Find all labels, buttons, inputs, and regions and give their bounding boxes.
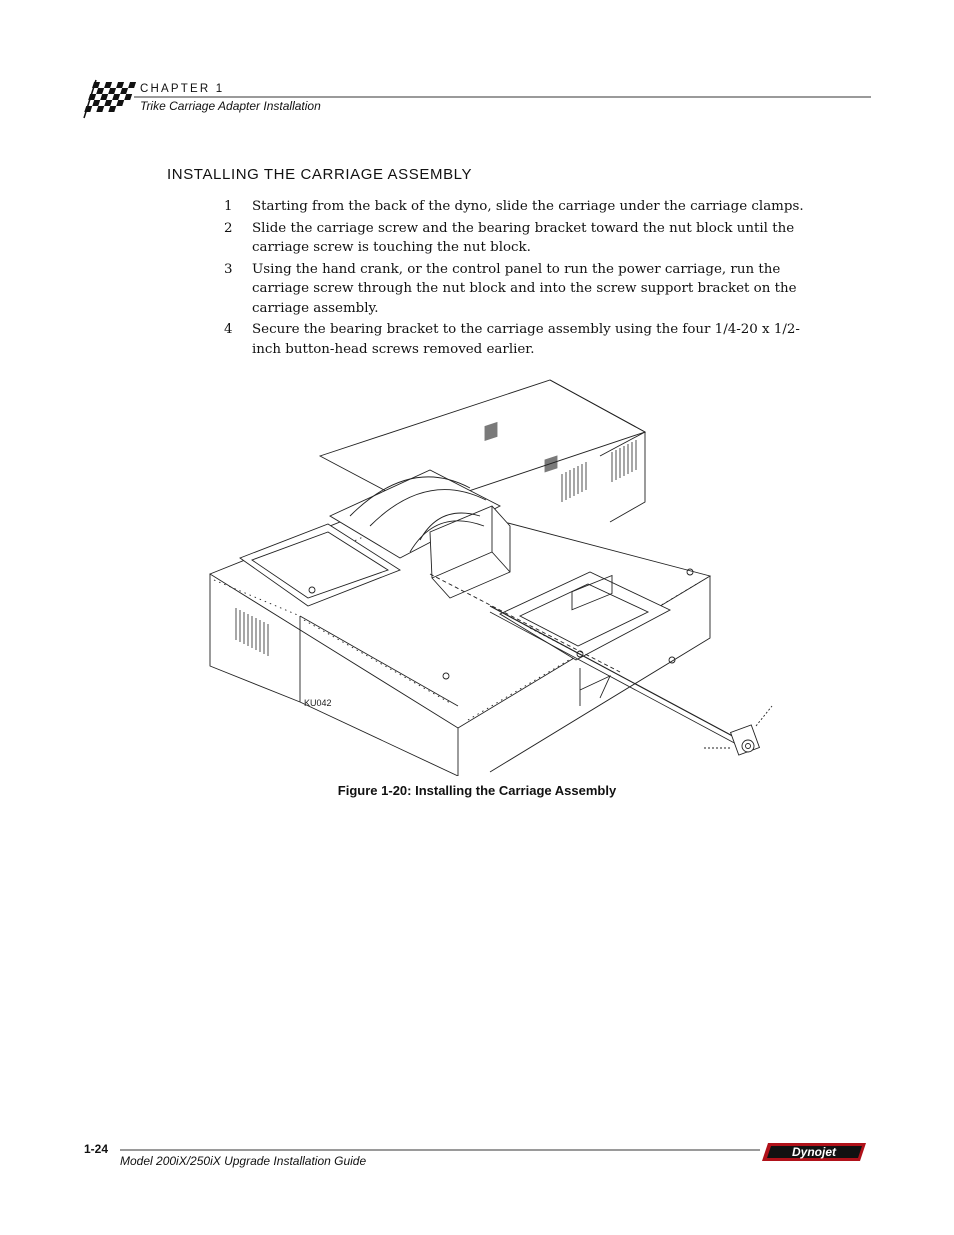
dynojet-logo [762, 1141, 866, 1163]
header-divider [134, 96, 871, 98]
step-number: 3 [224, 261, 233, 277]
step-text: Starting from the back of the dyno, slide the carriage under the carriage clamps. [252, 199, 804, 214]
section-heading: INSTALLING THE CARRIAGE ASSEMBLY [167, 166, 473, 183]
rear-housing-top [320, 380, 645, 508]
step-text: Using the hand crank, or the control panel to run the power carriage, run the carriage screw through the nut block and into the screw support bracket on the carriage assembly. [252, 261, 797, 316]
step-item [224, 320, 814, 359]
step-text: Slide the carriage screw and the bearing bracket toward the nut block until the carriage screw is touching the nut block. [252, 220, 795, 255]
left-vent [236, 608, 268, 656]
footer-divider [120, 1149, 760, 1151]
guide-title: Model 200iX/250iX Upgrade Installation Guide [120, 1154, 367, 1168]
step-item [224, 260, 814, 319]
step-text: Secure the bearing bracket to the carriage assembly using the four 1/4-20 x 1/2-inch button-head screws removed earlier. [252, 322, 800, 357]
step-number: 2 [224, 220, 233, 236]
step-number: 4 [224, 322, 233, 337]
carriage-assembly-drawing [200, 376, 780, 776]
logo-text: Dynojet [791, 1145, 837, 1159]
page-number: 1-24 [84, 1142, 109, 1156]
installation-steps [224, 197, 814, 361]
chapter-subtitle: Trike Carriage Adapter Installation [140, 99, 321, 113]
figure-caption: Figure 1-20: Installing the Carriage Assembly [337, 783, 617, 798]
step-item [224, 197, 814, 217]
checkered-flag-icon [80, 76, 136, 120]
step-number: 1 [224, 199, 233, 214]
step-item [224, 219, 814, 258]
bearing-bracket [704, 706, 772, 755]
chapter-label: CHAPTER 1 [140, 83, 225, 95]
figure-part-code: KU042 [304, 698, 332, 708]
